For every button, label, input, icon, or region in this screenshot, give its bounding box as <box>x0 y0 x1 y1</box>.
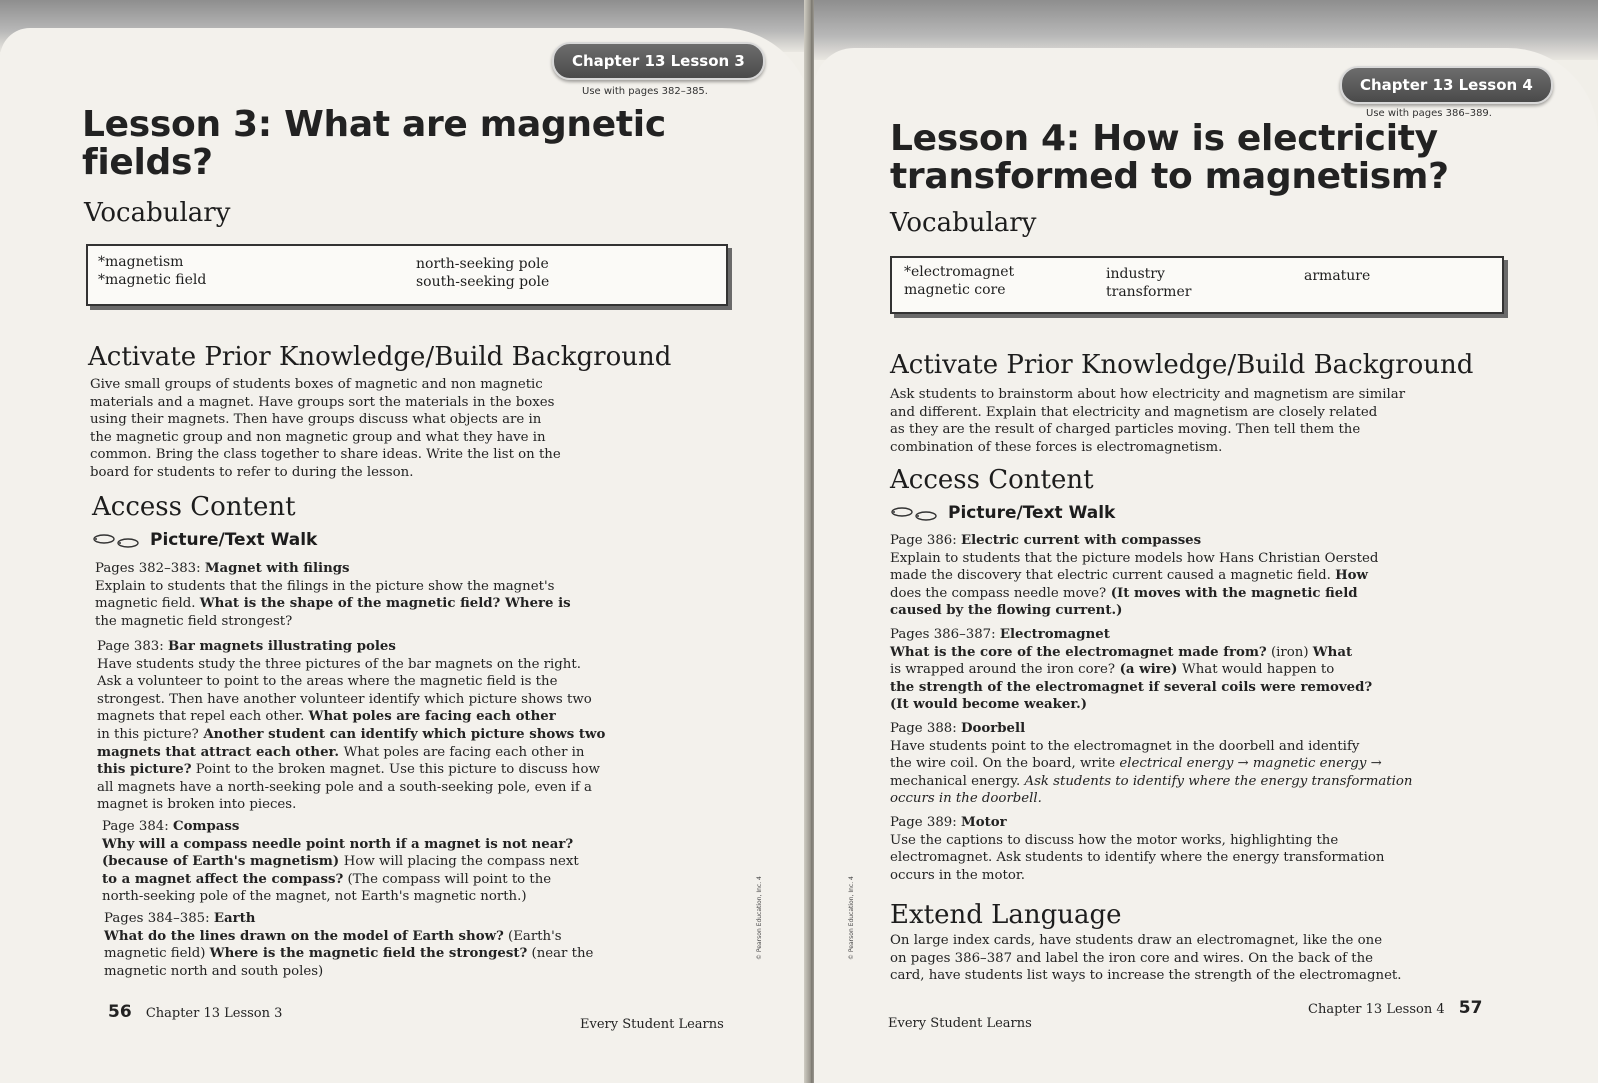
walk-item-topic: Bar magnets illustrating poles <box>167 639 396 654</box>
walk-item-heading <box>104 910 664 928</box>
walk-item-heading <box>102 818 662 836</box>
lesson-title-line-1: Lesson 4: How is electricity <box>890 118 1438 159</box>
chapter-tab: Chapter 13 Lesson 4 <box>1340 66 1553 104</box>
text-line: the wire coil. On the board, write electrical energy → magnetic energy → <box>890 756 1382 772</box>
vocabulary-box <box>86 244 728 306</box>
text-line: Have students study the three pictures of the bar magnets on the right. <box>97 656 581 672</box>
walk-item-heading <box>95 560 655 578</box>
page-reference: Page 388: <box>890 721 961 736</box>
vocab-term: *electromagnet <box>904 264 1015 280</box>
vocabulary-heading: Vocabulary <box>84 198 231 228</box>
lesson-title-line-2: transformed to magnetism? <box>890 156 1449 197</box>
text-line: does the compass needle move? (It moves with the magnetic field <box>890 585 1358 601</box>
text-line: common. Bring the class together to share ideas. Write the list on the <box>90 447 561 463</box>
footer-series: Every Student Learns <box>580 1017 724 1032</box>
footer-left <box>108 1002 282 1022</box>
page-reference: Pages 384–385: <box>104 911 214 926</box>
text-line: (because of Earth's magnetism) How will placing the compass next <box>102 854 579 870</box>
vocab-term: south-seeking pole <box>416 274 550 290</box>
text-line: Explain to students that the picture models how Hans Christian Oersted <box>890 550 1379 566</box>
vocab-term: transformer <box>1106 284 1192 300</box>
text-line: all magnets have a north-seeking pole and a south-seeking pole, even if a <box>97 779 592 795</box>
apk-paragraph <box>890 386 1510 456</box>
vocab-term: *magnetic field <box>98 272 207 288</box>
lesson-title-line-1: Lesson 3: What are magnetic <box>82 104 666 145</box>
page-reference: Page 386: <box>890 533 961 548</box>
walk-item <box>95 560 655 630</box>
text-line: Why will a compass needle point north if a magnet is not near? <box>102 836 574 852</box>
text-line: What do the lines drawn on the model of Earth show? (Earth's <box>104 928 562 944</box>
text-line: combination of these forces is electromagnetism. <box>890 439 1223 455</box>
lesson-title <box>82 106 666 182</box>
apk-heading: Activate Prior Knowledge/Build Background <box>890 350 1474 380</box>
page-number: 57 <box>1458 998 1483 1018</box>
text-line: Use the captions to discuss how the motor works, highlighting the <box>890 832 1339 848</box>
text-line: magnetic field. What is the shape of the magnetic field? Where is <box>95 596 571 612</box>
walk-item-heading <box>890 532 1490 550</box>
vocab-term: magnetic core <box>904 282 1006 298</box>
text-line: the magnetic field strongest? <box>95 613 293 629</box>
text-line: magnetic north and south poles) <box>104 963 324 979</box>
vocab-term: *magnetism <box>98 254 184 270</box>
text-line: using their magnets. Then have groups discuss what objects are in <box>90 412 542 428</box>
text-line: north-seeking pole of the magnet, not Earth's magnetic north.) <box>102 889 527 905</box>
text-line: Give small groups of students boxes of magnetic and non magnetic <box>90 377 543 392</box>
text-line: and different. Explain that electricity and magnetism are closely related <box>890 404 1378 420</box>
vocabulary-box <box>890 256 1504 314</box>
vocab-term: armature <box>1304 268 1371 284</box>
page-reference: Pages 386–387: <box>890 627 1000 642</box>
lesson-title-line-2: fields? <box>82 142 213 183</box>
text-line: made the discovery that electric current caused a magnetic field. How <box>890 568 1368 584</box>
page-reference: Page 383: <box>97 639 168 654</box>
text-line: Ask students to brainstorm about how electricity and magnetism are similar <box>890 387 1406 402</box>
walk-item-heading <box>97 638 657 656</box>
text-line: the strength of the electromagnet if several coils were removed? <box>890 679 1373 695</box>
text-line: What is the core of the electromagnet made from? (iron) What <box>890 644 1353 660</box>
apk-paragraph <box>90 376 590 482</box>
chapter-tab: Chapter 13 Lesson 3 <box>552 42 765 80</box>
text-line: is wrapped around the iron core? (a wire) What would happen to <box>890 662 1335 678</box>
walk-item-heading <box>890 626 1490 644</box>
footprints-icon <box>890 506 942 520</box>
walk-item <box>890 532 1490 620</box>
text-line: card, have students list ways to increase the strength of the electromagnet. <box>890 968 1402 984</box>
text-line: strongest. Then have another volunteer identify which picture shows two <box>97 691 592 707</box>
text-line: magnets that repel each other. What poles are facing each other <box>97 709 556 725</box>
text-line: this picture? Point to the broken magnet. Use this picture to discuss how <box>97 762 600 778</box>
walk-item-topic: Compass <box>172 819 240 834</box>
walk-item <box>890 720 1490 808</box>
text-line: Ask a volunteer to point to the areas where the magnetic field is the <box>97 674 558 690</box>
text-line: occurs in the motor. <box>890 867 1026 883</box>
right-page <box>814 0 1598 1083</box>
walk-item-topic: Earth <box>213 911 256 926</box>
page-reference: Pages 382–383: <box>95 561 205 576</box>
footer-chapter: Chapter 13 Lesson 3 <box>145 1006 283 1021</box>
extend-language-heading: Extend Language <box>890 900 1122 930</box>
footprints-icon <box>92 533 144 547</box>
page-reference: Page 384: <box>102 819 173 834</box>
text-line: as they are the result of charged particles moving. Then tell them the <box>890 422 1361 438</box>
copyright-notice: © Pearson Education, Inc. 4 <box>848 876 855 960</box>
lesson-title <box>890 120 1449 196</box>
text-line: Have students point to the electromagnet in the doorbell and identify <box>890 738 1360 754</box>
text-line: (It would become weaker.) <box>890 697 1088 713</box>
footer-series: Every Student Learns <box>888 1016 1032 1031</box>
walk-item <box>890 814 1490 884</box>
picture-text-walk-label: Picture/Text Walk <box>948 503 1116 523</box>
text-line: magnets that attract each other. What poles are facing each other in <box>97 744 585 760</box>
picture-text-walk-heading <box>890 503 1115 523</box>
text-line: on pages 386–387 and label the iron core and wires. On the back of the <box>890 950 1374 966</box>
text-line: to a magnet affect the compass? (The compass will point to the <box>102 871 552 887</box>
walk-item <box>104 910 664 980</box>
footer-right <box>1308 998 1482 1018</box>
extend-paragraph <box>890 932 1510 985</box>
text-line: electromagnet. Ask students to identify where the energy transformation <box>890 850 1385 866</box>
text-line: board for students to refer to during the lesson. <box>90 464 414 480</box>
use-with-pages: Use with pages 386–389. <box>1366 108 1492 119</box>
apk-heading: Activate Prior Knowledge/Build Background <box>88 342 672 372</box>
access-content-heading: Access Content <box>890 465 1094 495</box>
walk-item-topic: Motor <box>960 815 1007 830</box>
walk-item <box>890 626 1490 714</box>
walk-item <box>97 638 657 814</box>
picture-text-walk-heading <box>92 530 317 550</box>
text-line: mechanical energy. Ask students to identify where the energy transformation <box>890 773 1413 789</box>
vocab-term: industry <box>1106 266 1165 282</box>
walk-item-topic: Doorbell <box>960 721 1026 736</box>
vocab-term: north-seeking pole <box>416 256 549 272</box>
walk-item-heading <box>890 814 1490 832</box>
footer-chapter: Chapter 13 Lesson 4 <box>1308 1002 1445 1017</box>
walk-item <box>102 818 662 906</box>
text-line: caused by the flowing current.) <box>890 603 1123 619</box>
text-line: occurs in the doorbell. <box>890 791 1042 807</box>
text-line: Explain to students that the filings in the picture show the magnet's <box>95 578 555 594</box>
access-content-heading: Access Content <box>92 492 296 522</box>
text-line: On large index cards, have students draw an electromagnet, like the one <box>890 933 1383 948</box>
text-line: in this picture? Another student can identify which picture shows two <box>97 726 606 742</box>
copyright-notice: © Pearson Education, Inc. 4 <box>756 876 763 960</box>
page-reference: Page 389: <box>890 815 961 830</box>
walk-item-topic: Electromagnet <box>999 627 1110 642</box>
walk-item-heading <box>890 720 1490 738</box>
use-with-pages: Use with pages 382–385. <box>582 86 708 97</box>
picture-text-walk-label: Picture/Text Walk <box>150 530 318 550</box>
walk-item-topic: Electric current with compasses <box>960 533 1202 548</box>
text-line: the magnetic group and non magnetic group and what they have in <box>90 429 546 445</box>
vocabulary-heading: Vocabulary <box>890 208 1037 238</box>
text-line: magnet is broken into pieces. <box>97 797 297 813</box>
text-line: magnetic field) Where is the magnetic field the strongest? (near the <box>104 946 594 962</box>
text-line: materials and a magnet. Have groups sort the materials in the boxes <box>90 394 555 410</box>
page-number: 56 <box>108 1002 132 1022</box>
walk-item-topic: Magnet with filings <box>204 561 350 576</box>
